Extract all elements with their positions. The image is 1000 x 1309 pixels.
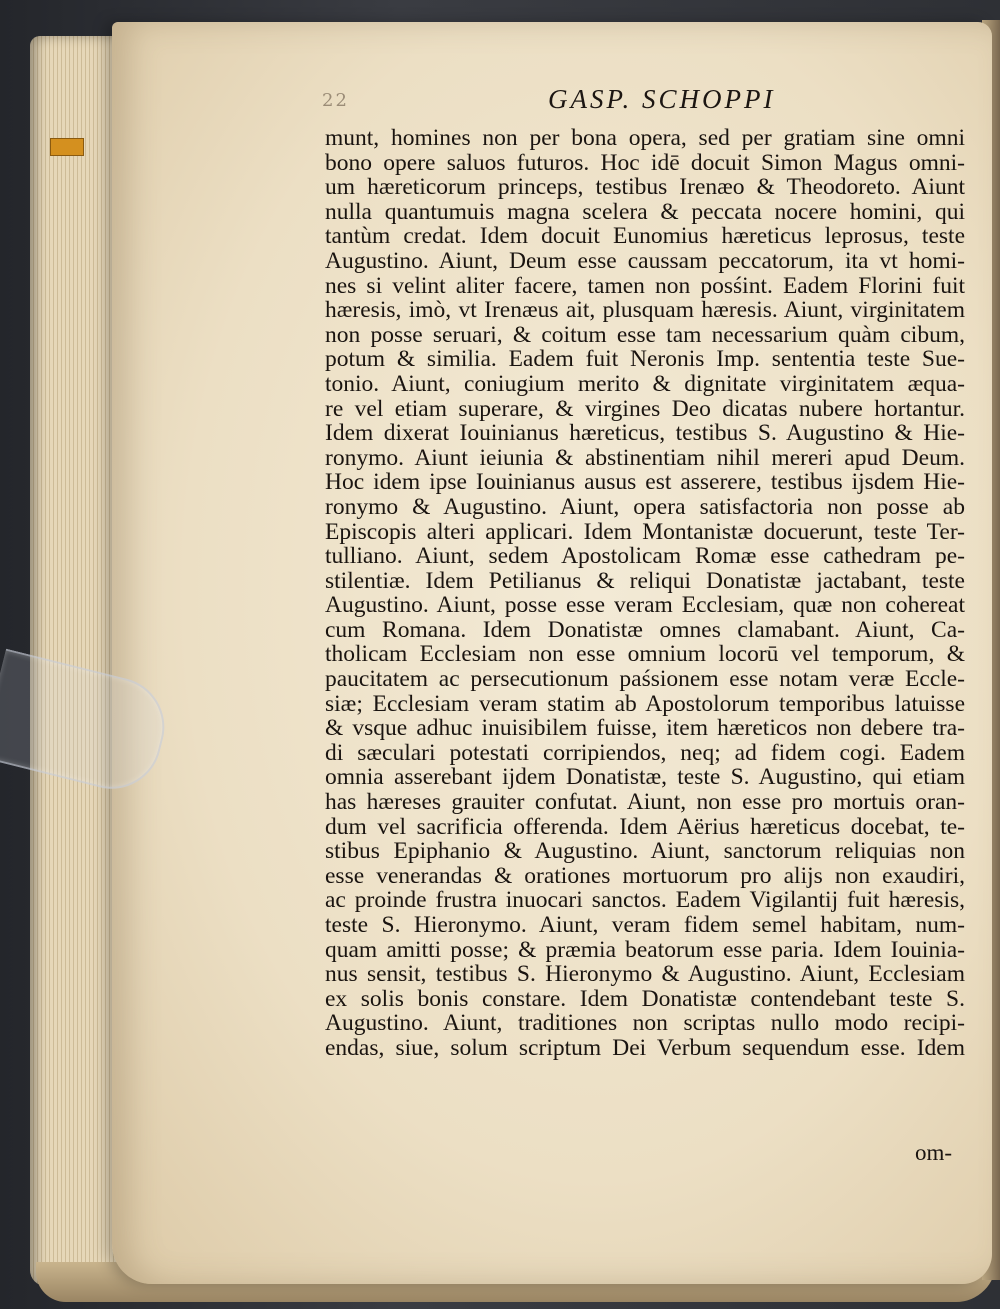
- text-line: tholicam Ecclesiam non esse omnium locorū vel temporum, &: [325, 641, 965, 668]
- text-line: quam amitti posse; & præmia beatorum esse paria. Idem Iouinia-: [325, 936, 965, 963]
- text-line: ronymo & Augustino. Aiunt, opera satisfactoria non posse ab: [325, 493, 965, 520]
- bookmark-tab: [50, 138, 84, 156]
- text-line: Episcopis alteri applicari. Idem Montanistæ docuerunt, teste Ter-: [325, 518, 965, 545]
- text-line: nus sensit, testibus S. Hieronymo & Augustino. Aiunt, Ecclesiam: [325, 961, 965, 988]
- text-line: ronymo. Aiunt ieiunia & abstinentiam nihil mereri apud Deum.: [325, 444, 965, 471]
- text-line: cum Romana. Idem Donatistæ omnes clamabant. Aiunt, Ca-: [325, 616, 965, 643]
- running-head: GASP. SCHOPPI: [548, 84, 776, 114]
- text-line: paucitatem ac persecutionum paśsionem esse notam veræ Eccle-: [325, 666, 965, 693]
- text-line: & vsque adhuc inuisibilem fuisse, item hæreticos non debere tra-: [325, 715, 965, 742]
- catchword: om-: [914, 1140, 952, 1165]
- text-line: Idem dixerat Iouinianus hæreticus, testibus S. Augustino & Hie-: [325, 420, 965, 447]
- text-line: Augustino. Aiunt, traditiones non scriptas nullo modo recipi-: [325, 1010, 965, 1037]
- text-line: Augustino. Aiunt, posse esse veram Ecclesiam, quæ non cohereat: [325, 592, 965, 619]
- text-line: Hoc idem ipse Iouinianus ausus est asserere, testibus ijsdem Hie-: [325, 469, 965, 496]
- text-line: non posse seruari, & coitum esse tam necessarium quàm cibum,: [325, 321, 965, 348]
- text-line: um hæreticorum princeps, testibus Irenæo & Theodoreto. Aiunt: [325, 174, 965, 201]
- text-line: Augustino. Aiunt, Deum esse caussam peccatorum, ita vt homi-: [325, 247, 965, 274]
- text-line: ex solis bonis constare. Idem Donatistæ contendebant teste S.: [325, 985, 965, 1012]
- text-line: bono opere saluos futuros. Hoc idē docuit Simon Magus omni-: [325, 149, 965, 176]
- text-line: stibus Epiphanio & Augustino. Aiunt, sanctorum reliquias non: [325, 838, 965, 865]
- text-line: nulla quantumuis magna scelera & peccata nocere homini, qui: [325, 198, 965, 225]
- text-line: di sæculari potestati corripiendos, neq; ad fidem cogi. Eadem: [325, 739, 965, 766]
- text-line: tulliano. Aiunt, sedem Apostolicam Romæ esse cathedram pe-: [325, 543, 965, 570]
- text-line: dum vel sacrificia offerenda. Idem Aërius hæreticus docebat, te-: [325, 813, 965, 840]
- text-line: ac proinde frustra inuocari sanctos. Eadem Vigilantij fuit hæresis,: [325, 887, 965, 914]
- text-line: nes si velint aliter facere, tamen non posśint. Eadem Florini fuit: [325, 272, 965, 299]
- text-line: potum & similia. Eadem fuit Neronis Imp. sententia teste Sue-: [325, 346, 965, 373]
- text-line: re vel etiam superare, & virgines Deo dicatas nubere hortantur.: [325, 395, 965, 422]
- text-line: stilentiæ. Idem Petilianus & reliqui Donatistæ jactabant, teste: [325, 567, 965, 594]
- text-line: hæresis, imò, vt Irenæus ait, plusquam hæresis. Aiunt, virginitatem: [325, 297, 965, 324]
- text-line: omnia asserebant ijdem Donatistæ, teste S. Augustino, qui etiam: [325, 764, 965, 791]
- text-line: munt, homines non per bona opera, sed per gratiam sine omni: [325, 125, 965, 151]
- text-line: siæ; Ecclesiam veram statim ab Apostolorum temporibus latuisse: [325, 690, 965, 717]
- text-line: esse venerandas & orationes mortuorum pro alijs non exaudiri,: [325, 862, 965, 889]
- page-number: 22: [322, 90, 349, 111]
- text-line: tonio. Aiunt, coniugium merito & dignitate virginitatem æqua-: [325, 370, 965, 397]
- text-line: has hæreses grauiter confutat. Aiunt, non esse pro mortuis oran-: [325, 789, 965, 816]
- text-line: endas, siue, solum scriptum Dei Verbum sequendum esse. Idem: [325, 1034, 965, 1061]
- text-line: teste S. Hieronymo. Aiunt, veram fidem semel habitam, num-: [325, 912, 965, 938]
- text-line: tantùm credat. Idem docuit Eunomius hæreticus leprosus, teste: [325, 223, 965, 250]
- body-text: [325, 126, 965, 1061]
